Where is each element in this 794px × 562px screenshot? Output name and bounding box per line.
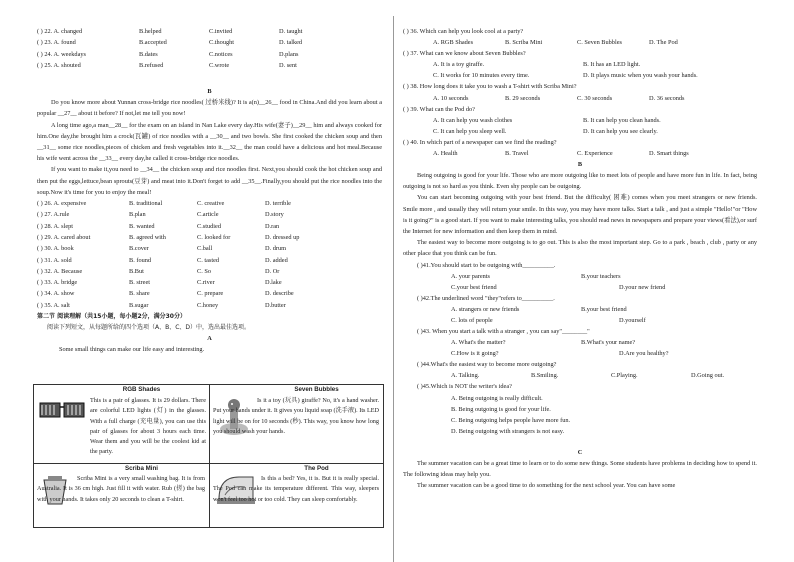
option: D. The Pod [649, 39, 678, 47]
right-column [403, 26, 757, 491]
option-c: C.article [197, 211, 219, 219]
option-b: B. found [129, 256, 152, 264]
question-number-option-a: ( ) 32. A. Because [37, 267, 83, 275]
paragraph: Being outgoing is good for your life. Those who are more outgoing like to meet lots of people and have more fun in life. In fact, being outgoing is not so hard as you think. Even shy people can be outgoing. [403, 172, 757, 191]
question-stem: ( )41.You should start to be outgoing with__________. [417, 261, 556, 269]
option-row [403, 93, 757, 104]
option: C. Seven Bubbles [577, 39, 622, 47]
option: D. Smart things [649, 150, 689, 158]
question-number-option-a: ( ) 25. A. shouted [37, 61, 81, 69]
option-d: D. sent [279, 61, 297, 69]
option-d: D.ran [265, 222, 280, 230]
question-number-option-a: ( ) 28. A. slept [37, 222, 74, 230]
option-row [403, 271, 757, 282]
option-row [403, 148, 757, 159]
paragraph: A long time ago,a man__28__ for the exam on an island in Nan Lake every day.His wife(妻子)__29__ him and always cooked for him.One day,the brought him a crock(瓦罐) of rice noodles with a __30__ and two bowls. She first cooked the chicken soup and then __31__ some rice noodles,pieces of chicken and fresh vegetables into it.__32__ the man could have a delicious and hot meal.Because his wife went across the __33__ every day,he called it cross-bridge rice noodles. [37, 121, 382, 163]
question-stem: ( ) 40. In which part of a newspaper can we find the reading? [403, 138, 557, 146]
option: C. 30 seconds [577, 94, 613, 102]
intro-text: Some small things can make our life easy and interesting. [59, 346, 205, 354]
question-number-option-a: ( ) 34. A. show [37, 290, 75, 298]
option-b: B.But [129, 267, 144, 275]
option-d: D.plans [279, 50, 299, 58]
option-d: D. added [265, 256, 288, 264]
question-number-option-a: ( ) 31. A. sold [37, 256, 72, 264]
option: D.Going out. [691, 372, 725, 380]
rgb-shades-title: RGB Shades [122, 386, 161, 393]
question-stem: ( ) 39. What can the Pod do? [403, 105, 475, 113]
option: C. lots of people [451, 317, 493, 325]
option-row [403, 304, 757, 315]
option: C. Experience [577, 150, 613, 158]
question-row [37, 198, 382, 209]
option: A. Talking. [451, 372, 480, 380]
paragraph: Do you know more about Yunnan cross-bridge rice noodles( 过桥米线)? It is a(n)__26__ food in China.And did you learn about a popular __27__ about it before? If not,let me tell you now! [37, 99, 382, 118]
glasses-icon [38, 397, 86, 425]
section-a-title: A [207, 335, 212, 343]
question-rows-22-25 [37, 26, 382, 71]
question-row [37, 221, 382, 232]
option: D.your new friend [619, 283, 666, 291]
option-c: C. So [197, 267, 211, 275]
option-b: B.sugar [129, 301, 149, 309]
option-b: B. wanted [129, 222, 155, 230]
option-row [403, 37, 757, 48]
question-row [37, 49, 382, 60]
option: B.Smiling. [531, 372, 559, 380]
option-c: C.studied [197, 222, 221, 230]
option-c: C. tasted [197, 256, 220, 264]
scriba-mini-text: Scriba Mini is a very small washing bag. It is from Australia. It is 36 cm high. Just fill it with water. Rub (搓) the bag with your hands. It takes only 20 seconds to clean a T-shirt. [37, 475, 205, 503]
rgb-shades-text: This is a pair of glasses. It is 29 dollars. There are colorful LED lights (灯) in the glasses. With a full charge (充电量), you can use this pair of glasses for about 3 hours each time. Wear them and you will be the coolest kid at the party. [90, 397, 206, 456]
option-row: D. Being outgoing with strangers is not easy. [451, 427, 565, 435]
option: B.your best friend [581, 306, 627, 314]
option: B. Scriba Mini [505, 39, 543, 47]
option: B.your teachers [581, 272, 621, 280]
question-number-option-a: ( ) 26. A. expensive [37, 200, 87, 208]
option-row [403, 315, 757, 326]
question-number-option-a: ( ) 27. A.rule [37, 211, 70, 219]
paragraph: The summer vacation can be a good time to do something for the next school year. You can have some [417, 482, 676, 490]
option-d: D.butter [265, 301, 286, 309]
paragraph: If you want to make it,you need to __34__ the chicken soup and rice noodles first. Next,you should cook the hot chicken soup and then put the eggs,lettuce,bean sprouts(豆芽) and meat into it.Don't forget to add __35__.Finally,you should put the rice noodles into the soup.Now it's time for you to enjoy the meal! [37, 166, 382, 196]
right-section-b-title: B [577, 161, 583, 169]
products-table [33, 384, 384, 528]
option-b: B.plan [129, 211, 146, 219]
questions-36-40 [403, 26, 757, 159]
option: B.What's your name? [581, 339, 636, 347]
seven-bubbles-title: Seven Bubbles [294, 386, 339, 393]
seven-bubbles-text: Is it a toy (玩具) giraffe? No, it's a hand washer. Put your hands under it. It gives you liquid soap (洗手液). Its LED light will be on for 10 seconds (秒). This way, you know how long you should wash your hands. [213, 397, 380, 435]
option-c: C.invited [209, 28, 233, 35]
option-c: C.river [197, 279, 215, 287]
instruction-text: 阅读下列短文，从每题所给的四个选项（A、B、C、D）中，选出最佳选项。 [47, 324, 251, 332]
option: D. It can help you see clearly. [583, 127, 658, 135]
question-stem: ( ) 36. Which can help you look cool at a party? [403, 28, 524, 35]
question-row [37, 300, 382, 311]
option: D. It plays music when you wash your hands. [583, 72, 698, 80]
option-b: B.helped [139, 28, 162, 35]
passage-b [37, 97, 382, 198]
option-d: D. dressed up [265, 233, 300, 241]
option: D.Are you healthy? [619, 350, 669, 358]
option-row [403, 70, 757, 81]
option: D. 36 seconds [649, 94, 685, 102]
question-row [37, 37, 382, 48]
question-row [37, 266, 382, 277]
option-row [403, 348, 757, 359]
question-stem: ( )44.What's the easiest way to become more outgoing? [417, 361, 557, 369]
option-b: B.cover [129, 245, 149, 253]
question-row [37, 26, 382, 37]
question-row [37, 60, 382, 71]
paragraph: You can start becoming outgoing with your best friend. But the difficulty( 困难) comes when you meet strangers or new friends. Smile more , and usually they will return your smile. In this way, you may have more talks. Start a talk , and just a simple "Hello!"or "How is it going?" is a good start. If you want to make interesting talks, you should read news in newspapers and prepare your views(看法),or surf the Internet for new information and then keep them in mind. [403, 194, 757, 236]
option: C.Playing. [611, 372, 638, 380]
option: D.yourself [619, 317, 646, 325]
option-d: D. taught [279, 28, 303, 35]
question-number-option-a: ( ) 29. A. cared about [37, 233, 91, 241]
option-d: D. drum [265, 245, 286, 253]
option-b: B. share [129, 290, 150, 298]
option: A. What's the matter? [451, 339, 506, 347]
question-number-option-a: ( ) 24. A. weekdays [37, 50, 86, 58]
question-number-option-a: ( ) 33. A. bridge [37, 279, 78, 287]
the-pod-title: The Pod [304, 465, 329, 472]
option-c: C.wrote [209, 61, 230, 69]
question-stem: ( ) 37. What can we know about Seven Bubbles? [403, 50, 526, 58]
column-divider [393, 16, 394, 562]
option: A. It is a toy giraffe. [433, 61, 485, 69]
option-b: B. street [129, 279, 150, 287]
option: A. It can help you wash clothes [433, 116, 513, 124]
question-row [37, 255, 382, 266]
option-row [403, 370, 757, 381]
cell-rgb-shades [34, 385, 209, 463]
option-row [403, 126, 757, 137]
section-c-title: C [577, 448, 583, 456]
question-stem: ( )45.Which is NOT the writer's idea? [417, 383, 512, 391]
option-c: C.notices [209, 50, 233, 58]
option-row: C. Being outgoing helps people have more fun. [451, 416, 571, 424]
option: A. strangers or new friends [451, 306, 520, 314]
scriba-mini-title: Scriba Mini [124, 465, 158, 472]
question-row [37, 209, 382, 220]
option-d: D. terrible [265, 200, 291, 208]
option-row [403, 337, 757, 348]
option: B. 29 seconds [505, 94, 541, 102]
questions-41-45 [403, 260, 757, 437]
paragraph: The easiest way to become more outgoing is to go out. This is also the most important step. Go to a park , beach , club , party or any other place that you think can be fun. [403, 239, 757, 258]
option-d: D. Or [265, 267, 280, 275]
question-row [37, 232, 382, 243]
question-number-option-a: ( ) 23. A. found [37, 39, 76, 47]
question-row [37, 288, 382, 299]
question-stem: ( )42.The underlined word "they"refers to__________. [417, 294, 555, 302]
cell-seven-bubbles [210, 385, 383, 463]
option: B. It can help you clean hands. [583, 116, 661, 124]
option: A. Health [433, 150, 458, 158]
the-pod-text: Is this a bed? Yes, it is. But it is really special. The Pod can make its temperature different. This way, sleepers won't feel too hot or too cold. They can sleep comfortably. [213, 475, 379, 503]
passage-outgoing [403, 170, 757, 260]
option-row: B. Being outgoing is good for your life. [451, 405, 551, 413]
question-number-option-a: ( ) 22. A. changed [37, 28, 83, 35]
option-c: C. looked for [197, 233, 231, 241]
question-number-option-a: ( ) 30. A. book [37, 245, 74, 253]
cell-scriba-mini [34, 464, 209, 527]
option-d: D.story [265, 211, 284, 219]
option-d: D. describe [265, 290, 294, 298]
paragraph: The summer vacation can be a great time to learn or to do some new things. Some students have problems in deciding how to spend it. The following ideas may help you. [403, 459, 757, 478]
option-d: D.lake [265, 279, 282, 287]
option-row [403, 59, 757, 70]
passage-c [403, 458, 757, 492]
option: C.your best friend [451, 283, 497, 291]
option-row [403, 115, 757, 126]
option: C.How is it going? [451, 350, 499, 358]
option-c: C. creative [197, 200, 225, 208]
option-c: C.honey [197, 301, 219, 309]
option-c: C.ball [197, 245, 213, 253]
option-row [403, 282, 757, 293]
option: C. It works for 10 minutes every time. [433, 72, 530, 80]
cell-the-pod [210, 464, 383, 527]
option: A. 10 seconds [433, 94, 469, 102]
question-stem: ( )43. When you start a talk with a stranger , you can say"________" [417, 328, 590, 336]
option-b: B.refused [139, 61, 164, 69]
option: B. It has an LED light. [583, 61, 641, 69]
option: A. RGB Shades [433, 39, 474, 47]
option-row: A. Being outgoing is really difficult. [451, 394, 543, 402]
option-d: D. talked [279, 39, 303, 47]
question-row [37, 243, 382, 254]
option-c: C.thought [209, 39, 235, 47]
option: C. It can help you sleep well. [433, 127, 507, 135]
option-b: B. agreed with [129, 233, 166, 241]
question-stem: ( ) 38. How long does it take you to wash a T-shirt with Scriba Mini? [403, 83, 577, 91]
question-rows-26-35 [37, 198, 382, 311]
option: A. your parents [451, 272, 490, 280]
section-b-title: B [207, 88, 212, 96]
option-c: C. prepare [197, 290, 224, 298]
option-b: B.dates [139, 50, 158, 58]
part-heading: 第二节 阅读理解（共15小题，每小题2分，满分30分） [37, 312, 186, 320]
question-number-option-a: ( ) 35. A. salt [37, 301, 70, 309]
option: B. Travel [505, 150, 529, 158]
question-row [37, 277, 382, 288]
option-b: B.accepted [139, 39, 167, 47]
option-b: B. traditional [129, 200, 163, 208]
left-column [37, 26, 382, 356]
